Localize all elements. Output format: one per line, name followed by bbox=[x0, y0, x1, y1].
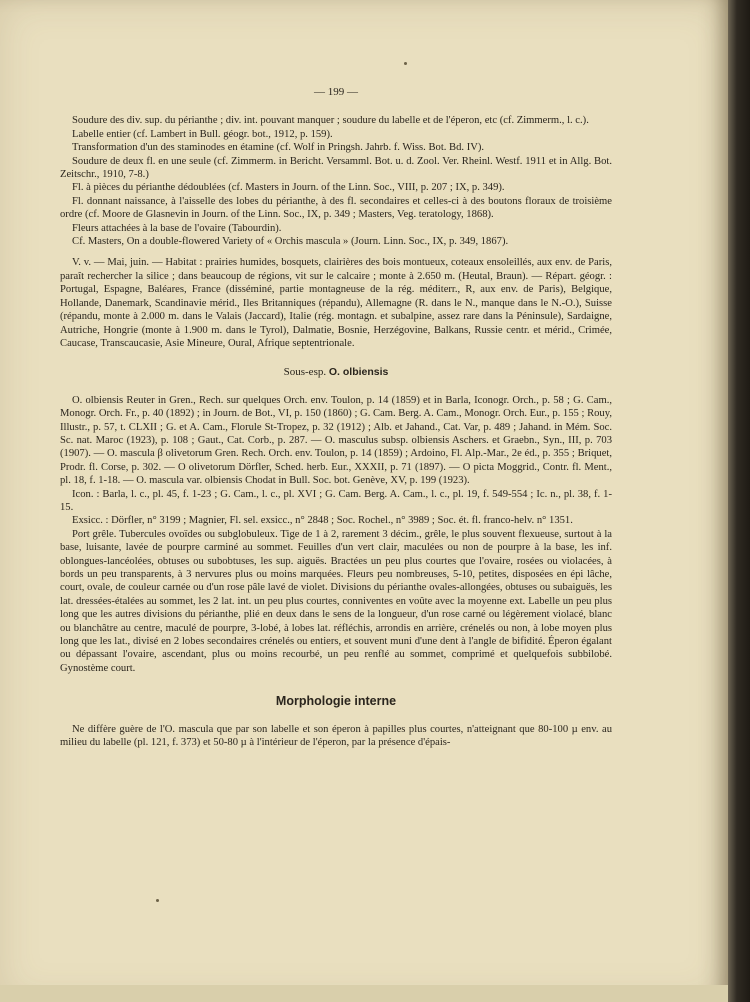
icon-paragraph: Icon. : Barla, l. c., pl. 45, f. 1-23 ; G. Cam., l. c., pl. XVI ; G. Cam. Berg. A. Cam., l. c., pl. 19, f. 549-554 ; Ic. n., pl. 38, f. 1-15. bbox=[60, 488, 612, 513]
page-spine-edge bbox=[728, 0, 750, 1002]
subspecies-name: O. olbiensis bbox=[328, 366, 389, 379]
paragraph: Fleurs attachées à la base de l'ovaire (Tabourdin). bbox=[72, 222, 282, 234]
page-number: — 199 — bbox=[314, 86, 358, 98]
subspecies-prefix: Sous-esp. bbox=[283, 366, 327, 379]
section-heading: Morphologie interne bbox=[275, 694, 397, 709]
paragraph: Fl. donnant naissance, à l'aisselle des lobes du périanthe, à des fl. secondaires et celles-ci à des boutons floraux de troisième ordre (cf. Moore de Glasnevin in Journ. of the Linn. Soc., IX, p. 349 ; Masters, Veg. teratology, 1868). bbox=[60, 195, 612, 221]
page-bottom-margin bbox=[0, 985, 728, 1002]
paragraph: Soudure de deux fl. en une seule (cf. Zimmerm. in Bericht. Versamml. Bot. u. d. Zool. Ver. Rheinl. Westf. 1911 et in Allg. Bot. Zeitschr., 1910, 7-8.) bbox=[60, 155, 612, 181]
paper-speck bbox=[404, 62, 407, 65]
subspecies-title bbox=[60, 366, 612, 379]
paragraph: Fl. à pièces du périanthe dédoublées (cf. Masters in Journ. of the Linn. Soc., VIII, p. 207 ; IX, p. 349). bbox=[72, 182, 505, 194]
internal-morphology-paragraph: Ne diffère guère de l'O. mascula que par son labelle et son éperon à papilles plus courtes, n'atteignant que 80-100 µ env. au milieu du labelle (pl. 121, f. 373) et 50-80 µ à l'intérieur de l'éperon, par la présence d'épais- bbox=[60, 723, 612, 749]
description-paragraph: Port grêle. Tubercules ovoïdes ou subglobuleux. Tige de 1 à 2, rarement 3 décim., grêle, le plus souvent flexueuse, surtout à la base, luisante, lavée de pourpre carminé au sommet. Feuilles d'un vert clair, maculées ou non de pourpre à la base, les inf. oblongues-lancéolées, obtuses ou subobtuses, les sup. aiguës. Bractées un peu plus courtes que l'ovaire, rosées ou violacées, à bords un peu transparents, à 3 nervures plus ou moins marquées. Fleurs peu nombreuses, 5-10, petites, disposées en épi lâche, court, ovale, de couleur carnée ou d'un rose pâle lavé de violet. Divisions du périanthe ovales-allongées, obtuses ou subaiguës, les lat. dressées-étalées au sommet, les 2 lat. int. un peu plus courtes, conniventes en voûte avec la moyenne ext. Labelle un peu plus long que les autres divisions du périanthe, plié en deux dans le sens de la longueur, d'un rose carné ou légèrement violacé, blanc ou blanchâtre au centre, maculé de pourpre, 3-lobé, à lobes lat. réfléchis, arrondis en arrière, crénelés ou non, à lobe moyen plus long que les lat., divisé en 2 lobes secondaires crénelés ou entiers, et souvent muni d'une dent à l'angle de bifidité. Éperon égalant ou dépassant l'ovaire, ascendant, plus ou moins recourbé, un peu renflé au sommet, comprimé et quelquefois subbilobé. Gynostème court. bbox=[60, 528, 612, 674]
paragraph: Labelle entier (cf. Lambert in Bull. géogr. bot., 1912, p. 159). bbox=[72, 128, 333, 140]
synonymy-paragraph: O. olbiensis Reuter in Gren., Rech. sur quelques Orch. env. Toulon, p. 14 (1859) et in Barla, Iconogr. Orch., p. 58 ; G. Cam., Monogr. Orch. Fr., p. 40 (1892) ; in Journ. de Bot., VI, p. 150 (1860) ; G. Cam. Berg. A. Cam., Monogr. Orch. Eur., p. 155 ; Rouy, Illustr., p. 57, t. CLXII ; G. et A. Cam., Florule St-Tropez, p. 32 (1912) ; Alb. et Jahand., Cat. Var, p. 489 ; Jahand. in Mém. Soc. Sc. nat. Maroc (1923), p. 108 ; Gaut., Cat. Corb., p. 287. — O. masculus subsp. olbiensis Aschers. et Graebn., Syn., III, p. 703 (1907). — O. mascula β olivetorum Gren. Rech. Orch. env. Toulon, p. 14 (1859) ; Ardoino, Fl. Alp.-Mar., 2e éd., p. 355 ; Briquet, Prodr. fl. Corse, p. 302. — O olivetorum Dörfler, Sched. herb. Eur., XXXII, p. 71 (1897). — O picta Moggrid., Contr. fl. Ment., pl. 18, f. 1-18. — O. mascula var. olbiensis Chodat in Bull. Soc. bot. Genève, XV, p. 199 (1923). bbox=[60, 394, 612, 487]
habitat-paragraph: V. v. — Mai, juin. — Habitat : prairies humides, bosquets, clairières des bois montueux, coteaux ensoleillés, aux env. de Paris, paraît rechercher la silice ; dans beaucoup de régions, vit sur le calcaire ; monte à 2.650 m. (Heutal, Braun). — Répart. géogr. : Portugal, Espagne, Baléares, France (disséminé, partie montagneuse de la rég. méditerr., R, aux env. de Paris), Belgique, Hollande, Danemark, Scandinavie mérid., Iles Britanniques (répandu), Allemagne (R. dans le N., manque dans le N.-O.), Suisse (répandu, monte à 2.000 m. dans le Valais (Jaccard), Italie (rég. montagn. et subalpine, assez rare dans la Péninsule), Sardaigne, Autriche, Hongrie (monte à 1.900 m. dans le Tyrol), Dalmatie, Bosnie, Herzégovine, Balkans, Russie centr. et mérid., Crimée, Caucase, Transcaucasie, Asie Mineure, Oural, Afrique septentrionale. bbox=[60, 257, 612, 349]
paragraph: Transformation d'un des staminodes en étamine (cf. Wolf in Pringsh. Jahrb. f. Wiss. Bot. Bd. IV). bbox=[72, 142, 485, 154]
exsicc-paragraph: Exsicc. : Dörfler, n° 3199 ; Magnier, Fl. sel. exsicc., n° 2848 ; Soc. Rochel., n° 3989 ; Soc. ét. fl. franco-helv. n° 1351. bbox=[72, 515, 573, 527]
paragraph: Soudure des div. sup. du périanthe ; div. int. pouvant manquer ; soudure du labelle et de l'éperon, etc (cf. Zimmerm., l. c.). bbox=[72, 115, 589, 127]
paragraph: Cf. Masters, On a double-flowered Variety of « Orchis mascula » (Journ. Linn. Soc., IX, p. 349, 1867). bbox=[72, 236, 509, 248]
paper-speck bbox=[156, 899, 159, 902]
page-text bbox=[60, 86, 612, 749]
